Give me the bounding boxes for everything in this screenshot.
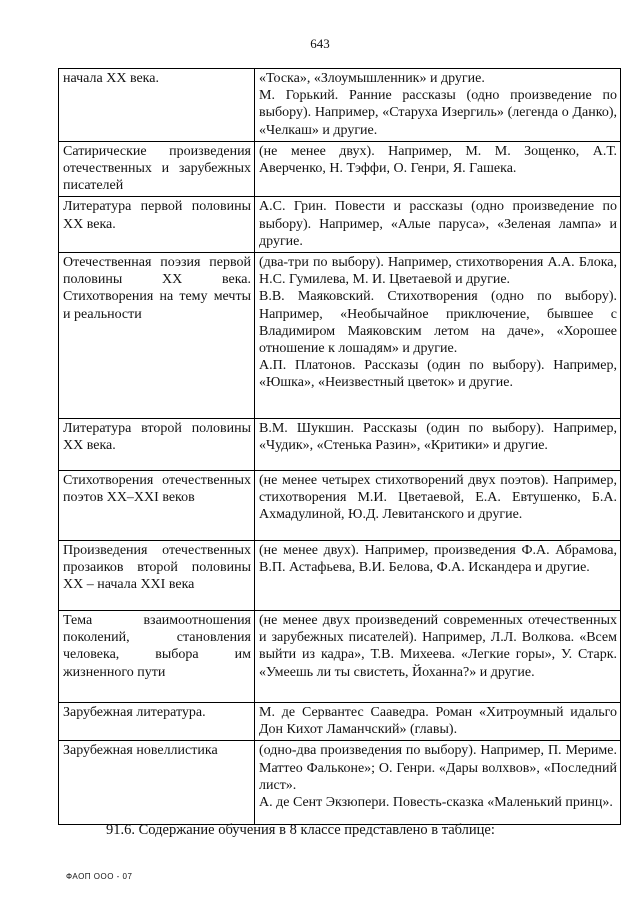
content-paragraph: В.М. Шукшин. Рассказы (один по выбору). Например, «Чудик», «Стенька Разин», «Критики» и другие.	[259, 421, 617, 454]
content-paragraph: (два-три по выбору). Например, стихотворения А.А. Блока, Н.С. Гумилева, М. И. Цветаевой и другие.	[259, 255, 617, 288]
content-paragraph: А. де Сент Экзюпери. Повесть-сказка «Маленький принц».	[259, 795, 613, 811]
content-paragraph: М. де Сервантес Сааведра. Роман «Хитроумный идальго Дон Кихот Ламанчский» (главы).	[259, 705, 617, 738]
content-paragraph: М. Горький. Ранние рассказы (одно произведение по выбору). Например, «Старуха Изергиль» (легенда о Данко), «Челкаш» и другие.	[259, 88, 617, 138]
topic-cell: Литература первой половины XX века.	[59, 197, 255, 253]
table-row	[59, 541, 621, 611]
table-row	[59, 253, 621, 419]
content-paragraph: (не менее двух произведений современных отечественных и зарубежных писателей). Например, Л.Л. Волкова. «Всем выйти из кадра», Т.В. Михеева. «Легкие горы», У. Старк. «Умеешь ли ты свистеть, Йоханна?» и другие.	[259, 613, 617, 680]
section-note-text: 91.6. Содержание обучения в 8 классе представлено в таблице:	[106, 822, 495, 838]
table-row	[59, 741, 621, 825]
topic-cell: Литература второй половины XX века.	[59, 419, 255, 471]
topic-cell: Произведения отечественных прозаиков второй половины XX – начала XXI века	[59, 541, 255, 611]
topic-cell: Сатирические произведения отечественных и зарубежных писателей	[59, 141, 255, 197]
content-cell	[255, 471, 621, 541]
table-row	[59, 419, 621, 471]
content-paragraph: (не менее двух). Например, произведения Ф.А. Абрамова, В.П. Астафьева, В.И. Белова, Ф.А. Искандера и другие.	[259, 543, 617, 576]
topic-cell: Отечественная поэзия первой половины XX века. Стихотворения на тему мечты и реальности	[59, 253, 255, 419]
content-cell	[255, 141, 621, 197]
content-cell	[255, 69, 621, 142]
content-paragraph: А.П. Платонов. Рассказы (один по выбору). Например, «Юшка», «Неизвестный цветок» и другие.	[259, 358, 617, 391]
content-paragraph: (одно-два произведения по выбору). Например, П. Мериме. Маттео Фальконе»; О. Генри. «Дары волхвов», «Последний лист».	[259, 743, 617, 793]
content-cell	[255, 197, 621, 253]
topic-cell: Зарубежная литература.	[59, 703, 255, 741]
content-cell	[255, 741, 621, 825]
table-row	[59, 703, 621, 741]
content-cell	[255, 611, 621, 703]
table-row	[59, 141, 621, 197]
page-number: 643	[310, 36, 330, 51]
content-paragraph: «Тоска», «Злоумышленник» и другие.	[259, 71, 485, 86]
table-row	[59, 471, 621, 541]
footer-code: ФАОП ООО - 07	[66, 872, 133, 881]
table-row	[59, 197, 621, 253]
topic-cell: начала XX века.	[59, 69, 255, 142]
content-cell	[255, 419, 621, 471]
table-row	[59, 69, 621, 142]
topic-cell: Стихотворения отечественных поэтов XX–XXI веков	[59, 471, 255, 541]
curriculum-table-body	[59, 69, 621, 825]
content-cell	[255, 703, 621, 741]
content-paragraph: В.В. Маяковский. Стихотворения (одно по выбору). Например, «Необычайное приключение, бывшее с Владимиром Маяковским летом на даче», «Хорошее отношение к лошадям» и другие.	[259, 289, 617, 357]
table-row	[59, 611, 621, 703]
content-paragraph: А.С. Грин. Повести и рассказы (одно произведение по выбору). Например, «Алые паруса», «Зеленая лампа» и другие.	[259, 199, 617, 249]
topic-cell: Зарубежная новеллистика	[59, 741, 255, 825]
content-cell	[255, 541, 621, 611]
topic-cell: Тема взаимоотношения поколений, становления человека, выбора им жизненного пути	[59, 611, 255, 703]
curriculum-table	[58, 68, 621, 825]
content-paragraph: (не менее четырех стихотворений двух поэтов). Например, стихотворения М.И. Цветаевой, Е.А. Евтушенко, Б.А. Ахмадулиной, Ю.Д. Левитанского и другие.	[259, 473, 617, 523]
content-paragraph: (не менее двух). Например, М. М. Зощенко, А.Т. Аверченко, Н. Тэффи, О. Генри, Я. Гашека.	[259, 143, 617, 177]
content-cell	[255, 253, 621, 419]
